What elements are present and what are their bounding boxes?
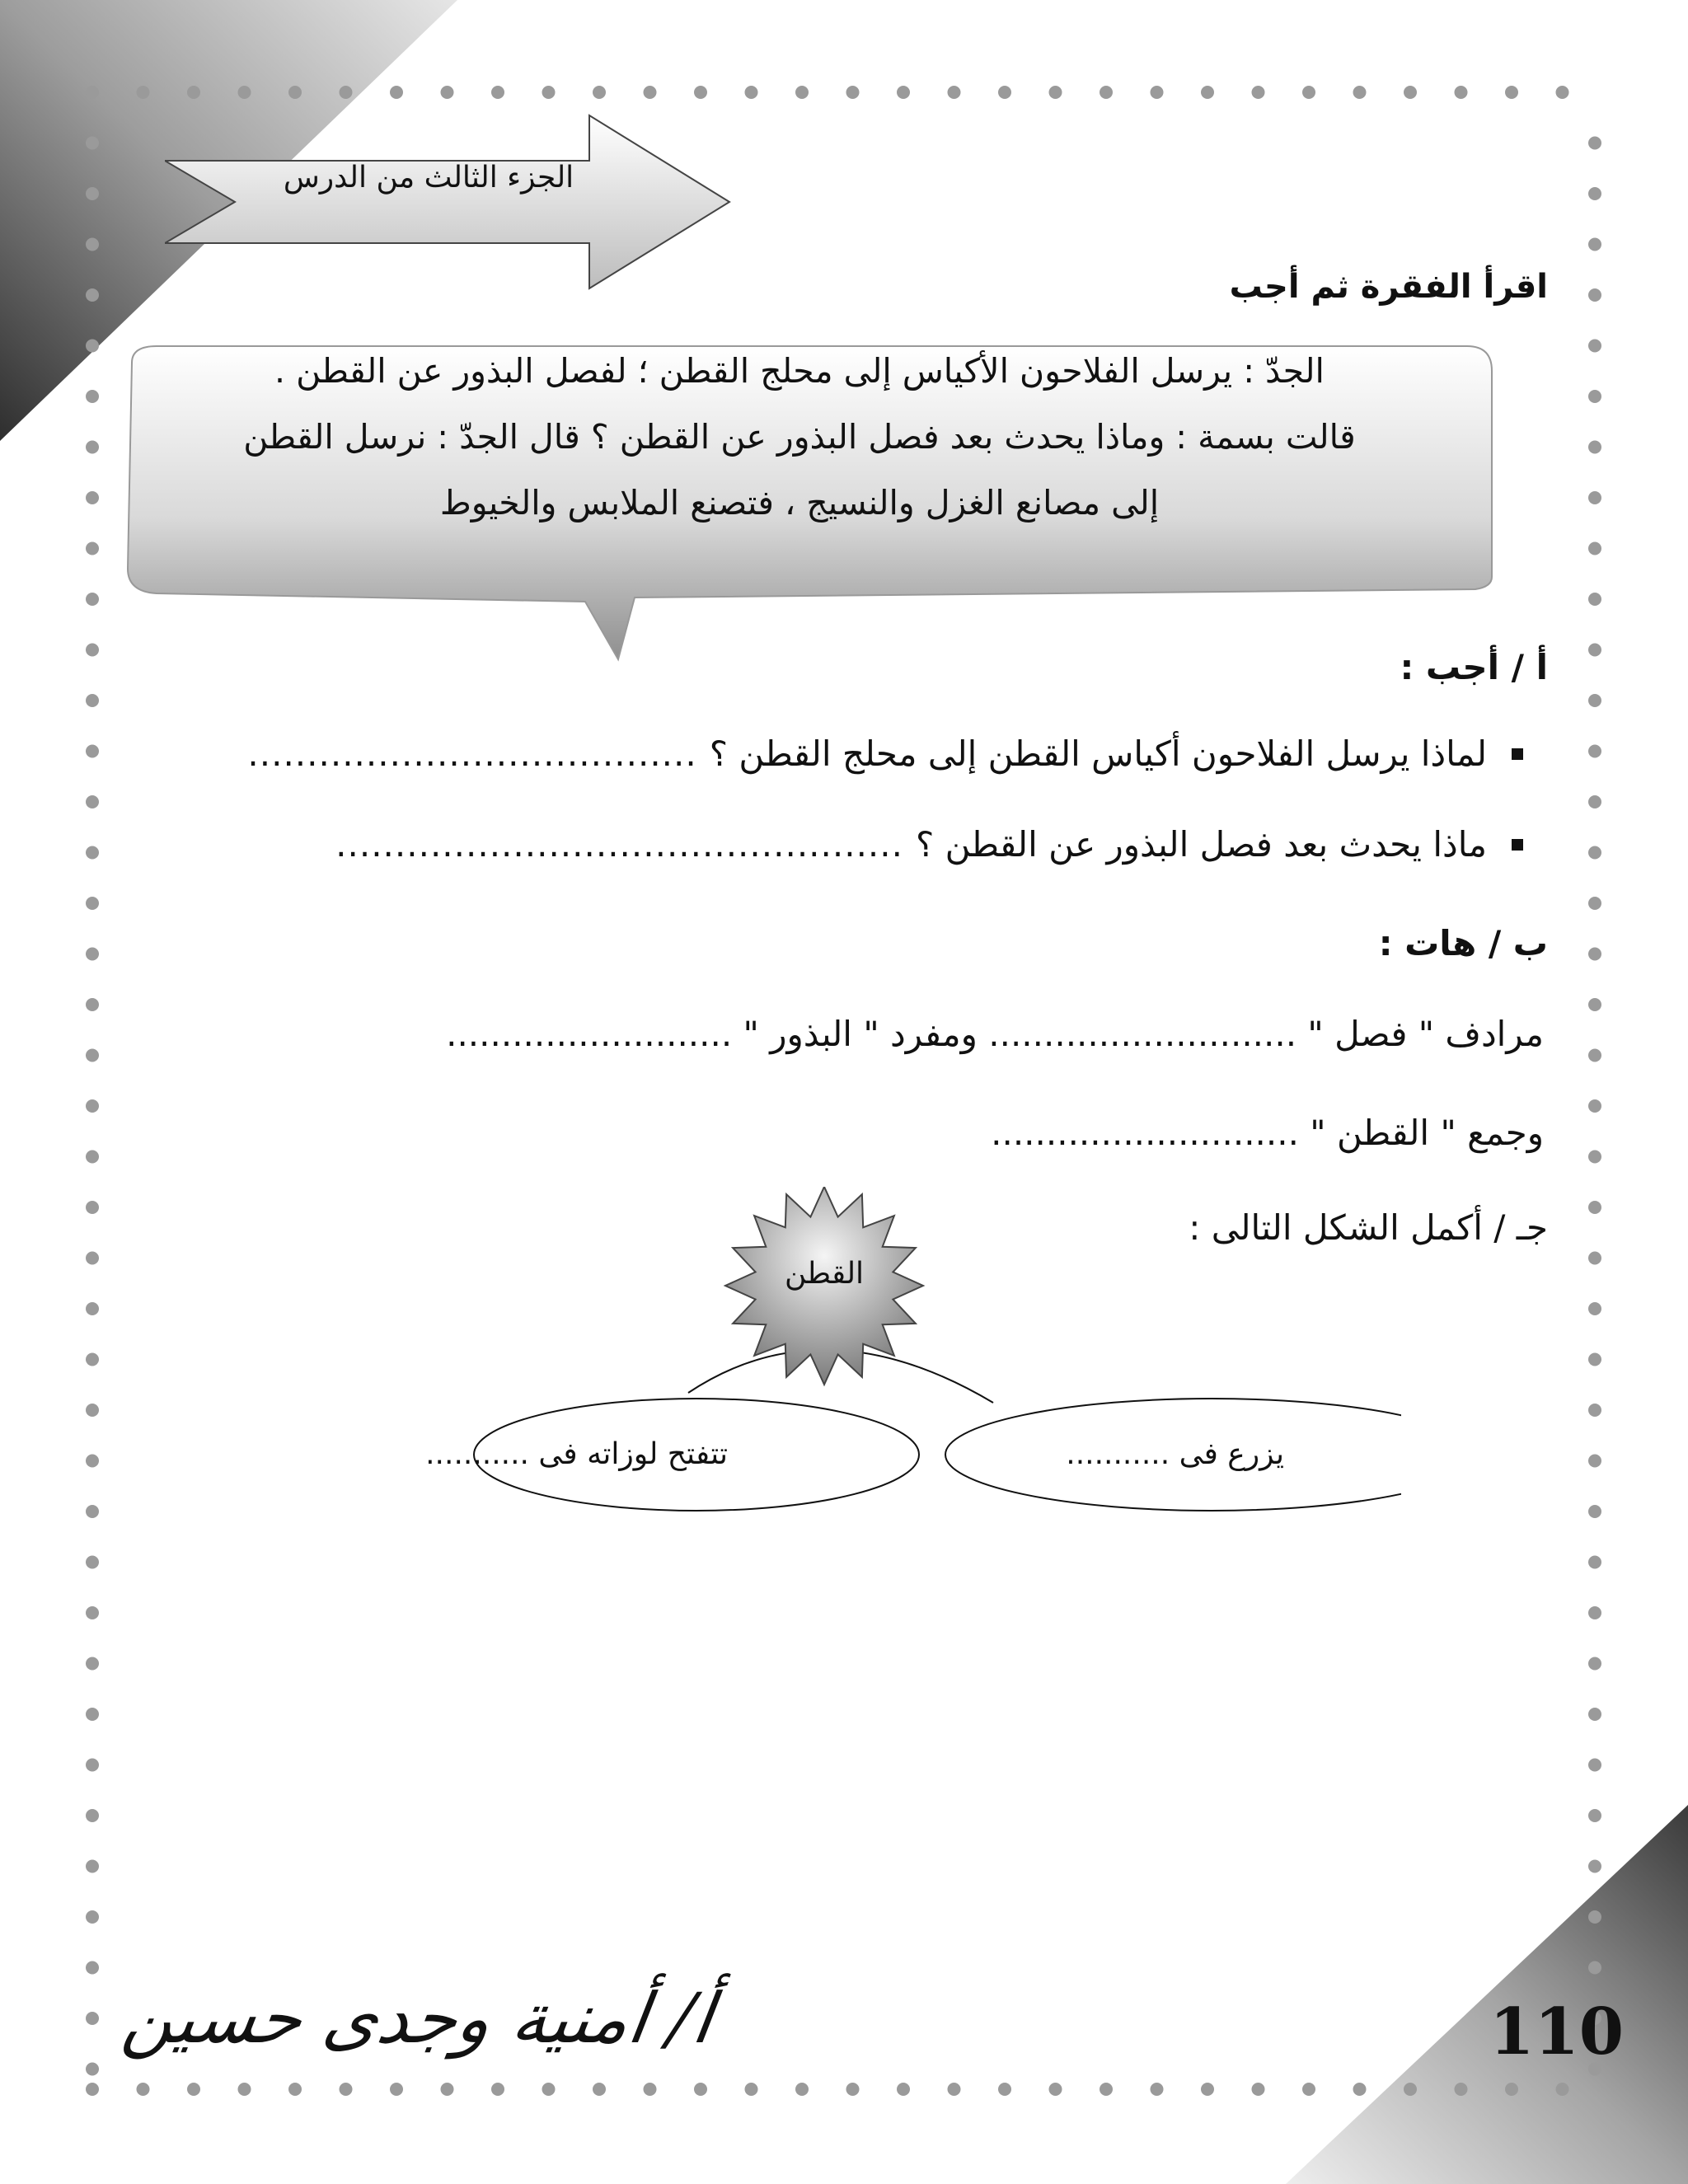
left-oval-text[interactable]: تتفتح لوزاته فى ...........: [425, 1437, 728, 1471]
question-1: [247, 733, 1523, 774]
border-dot: [1556, 2083, 1569, 2096]
border-dot: [694, 2083, 707, 2096]
border-dot: [86, 1657, 99, 1671]
border-dot: [1505, 86, 1518, 99]
border-dot: [846, 2083, 860, 2096]
border-dot: [1588, 1353, 1601, 1366]
border-dot: [1151, 2083, 1164, 2096]
border-dot: [1100, 86, 1113, 99]
border-dot: [1588, 187, 1601, 200]
synonym-singular-line[interactable]: مرادف " فصل " ............................ ومفرد " البذور " ..........................: [446, 1014, 1544, 1054]
border-dot: [86, 1049, 99, 1062]
passage-line: قالت بسمة : وماذا يحدث بعد فصل البذور عن القطن ؟ قال الجدّ : نرسل القطن: [243, 417, 1356, 457]
border-dot: [86, 86, 99, 99]
border-dot: [86, 1302, 99, 1315]
border-dot: [86, 542, 99, 555]
border-dot: [238, 2083, 251, 2096]
border-dot: [86, 948, 99, 961]
border-dot: [1588, 441, 1601, 454]
border-dot: [1404, 86, 1417, 99]
border-dot: [1302, 86, 1315, 99]
border-dot: [1588, 1708, 1601, 1721]
border-dot: [288, 86, 302, 99]
border-dot: [86, 1606, 99, 1619]
border-dot: [390, 2083, 403, 2096]
border-dot: [86, 694, 99, 707]
border-dot: [644, 86, 657, 99]
border-dot: [897, 86, 910, 99]
border-dot: [491, 86, 504, 99]
border-dot: [1588, 1049, 1601, 1062]
border-dot: [86, 593, 99, 606]
border-dot: [1588, 1404, 1601, 1417]
border-dot: [1588, 542, 1601, 555]
border-dot: [86, 1455, 99, 1468]
border-dot: [86, 1556, 99, 1569]
section-c-heading: جـ / أكمل الشكل التالى :: [1189, 1207, 1548, 1248]
border-dot: [86, 238, 99, 251]
border-dot: [1556, 86, 1569, 99]
border-dot: [86, 288, 99, 302]
border-dot: [1302, 2083, 1315, 2096]
completion-diagram: [231, 1187, 1401, 1533]
border-dot: [1588, 491, 1601, 504]
border-dot: [948, 86, 961, 99]
border-dot: [1201, 86, 1214, 99]
border-dot: [1049, 86, 1062, 99]
border-dot: [846, 86, 860, 99]
border-dot: [1588, 1252, 1601, 1265]
border-dot: [86, 2083, 99, 2096]
starburst-label: القطن: [784, 1257, 865, 1291]
border-dot: [1588, 1556, 1601, 1569]
border-dot: [1588, 897, 1601, 910]
section-a-heading: أ / أجب :: [1400, 647, 1548, 687]
border-dot: [86, 998, 99, 1011]
plural-line[interactable]: وجمع " القطن " ............................: [991, 1113, 1544, 1153]
border-dot: [1588, 1201, 1601, 1214]
border-dot: [86, 187, 99, 200]
border-dot: [137, 86, 150, 99]
passage-line: إلى مصانع الغزل والنسيج ، فتصنع الملابس والخيوط: [439, 483, 1160, 523]
border-dot: [1252, 86, 1265, 99]
border-dot: [1588, 390, 1601, 403]
border-dot: [593, 2083, 606, 2096]
answer-blank[interactable]: ......................................: [247, 733, 697, 774]
border-dot: [998, 86, 1011, 99]
border-dot: [1588, 1505, 1601, 1518]
bullet-icon: [1512, 839, 1523, 851]
border-dot: [86, 1809, 99, 1822]
border-dot: [340, 86, 353, 99]
border-dot: [1588, 644, 1601, 657]
border-dot: [1588, 1657, 1601, 1671]
border-dot: [1588, 1302, 1601, 1315]
border-dot: [1588, 593, 1601, 606]
border-dot: [1588, 340, 1601, 353]
border-dot: [542, 2083, 556, 2096]
border-dot: [86, 491, 99, 504]
border-dot: [86, 644, 99, 657]
border-dot: [1588, 288, 1601, 302]
section-b-heading: ب / هات :: [1378, 923, 1548, 963]
page-number: 110: [1489, 1994, 1624, 2069]
border-dot: [593, 86, 606, 99]
border-dot: [1049, 2083, 1062, 2096]
border-dot: [86, 1505, 99, 1518]
border-dot: [795, 2083, 809, 2096]
answer-blank[interactable]: ................................................: [335, 824, 903, 865]
border-dot: [86, 2063, 99, 2076]
border-dot: [340, 2083, 353, 2096]
question-text: ماذا يحدث بعد فصل البذور عن القطن ؟: [915, 824, 1487, 865]
border-dot: [1588, 238, 1601, 251]
border-dot: [542, 86, 556, 99]
border-dot: [238, 86, 251, 99]
border-dot: [1505, 2083, 1518, 2096]
border-dot: [86, 137, 99, 150]
instruction-heading: اقرأ الفقرة ثم أجب: [1229, 268, 1548, 306]
part-title: الجزء الثالث من الدرس: [283, 161, 574, 194]
border-dot: [1588, 1151, 1601, 1164]
border-dot: [187, 2083, 200, 2096]
border-dot: [86, 1759, 99, 1772]
border-dot: [86, 1910, 99, 1924]
border-dot: [1588, 1961, 1601, 1975]
border-dot: [1252, 2083, 1265, 2096]
border-dot: [86, 1151, 99, 1164]
border-dot: [86, 1252, 99, 1265]
border-dot: [745, 2083, 758, 2096]
border-dot: [441, 2083, 454, 2096]
border-dot: [491, 2083, 504, 2096]
border-dot: [187, 86, 200, 99]
border-dot: [1353, 2083, 1367, 2096]
border-dot: [86, 1201, 99, 1214]
border-dot: [948, 2083, 961, 2096]
question-text: لماذا يرسل الفلاحون أكياس القطن إلى محلج القطن ؟: [709, 733, 1487, 774]
border-dot: [86, 1708, 99, 1721]
part-title-arrow: [165, 111, 734, 293]
border-dot: [1588, 846, 1601, 860]
border-dot: [1100, 2083, 1113, 2096]
border-dot: [86, 745, 99, 758]
border-dot: [137, 2083, 150, 2096]
border-dot: [1201, 2083, 1214, 2096]
border-dot: [1588, 1099, 1601, 1113]
border-dot: [390, 86, 403, 99]
border-dot: [86, 1860, 99, 1873]
border-dot: [86, 340, 99, 353]
border-dot: [441, 86, 454, 99]
border-dot: [1588, 795, 1601, 808]
border-dot: [1588, 694, 1601, 707]
border-dot: [644, 2083, 657, 2096]
border-dot: [1588, 998, 1601, 1011]
border-dot: [1455, 2083, 1468, 2096]
right-oval-text[interactable]: يزرع فى ...........: [1066, 1437, 1284, 1471]
border-dot: [288, 2083, 302, 2096]
border-dot: [1588, 745, 1601, 758]
border-dot: [1588, 1910, 1601, 1924]
bullet-icon: [1512, 748, 1523, 760]
border-dot: [694, 86, 707, 99]
border-dot: [1353, 86, 1367, 99]
border-dot: [1588, 948, 1601, 961]
border-dot: [86, 897, 99, 910]
border-dot: [1151, 86, 1164, 99]
author-signature: أ/ أمنية وجدى حسين: [118, 1978, 719, 2059]
border-dot: [86, 846, 99, 860]
border-dot: [1588, 1606, 1601, 1619]
border-dot: [998, 2083, 1011, 2096]
border-dot: [86, 1404, 99, 1417]
border-dot: [86, 441, 99, 454]
border-dot: [86, 390, 99, 403]
border-dot: [745, 86, 758, 99]
border-dot: [897, 2083, 910, 2096]
border-dot: [86, 1961, 99, 1975]
border-dot: [1588, 1455, 1601, 1468]
border-dot: [1588, 137, 1601, 150]
border-dot: [1588, 1809, 1601, 1822]
border-dot: [1588, 1759, 1601, 1772]
reading-passage: [181, 338, 1418, 536]
border-dot: [1455, 86, 1468, 99]
question-2: [335, 824, 1523, 865]
border-dot: [86, 1099, 99, 1113]
border-dot: [1588, 1860, 1601, 1873]
border-dot: [795, 86, 809, 99]
passage-line: الجدّ : يرسل الفلاحون الأكياس إلى محلج القطن ؛ لفصل البذور عن القطن .: [274, 351, 1325, 391]
border-dot: [86, 795, 99, 808]
border-dot: [86, 2012, 99, 2025]
border-dot: [86, 1353, 99, 1366]
border-dot: [1404, 2083, 1417, 2096]
